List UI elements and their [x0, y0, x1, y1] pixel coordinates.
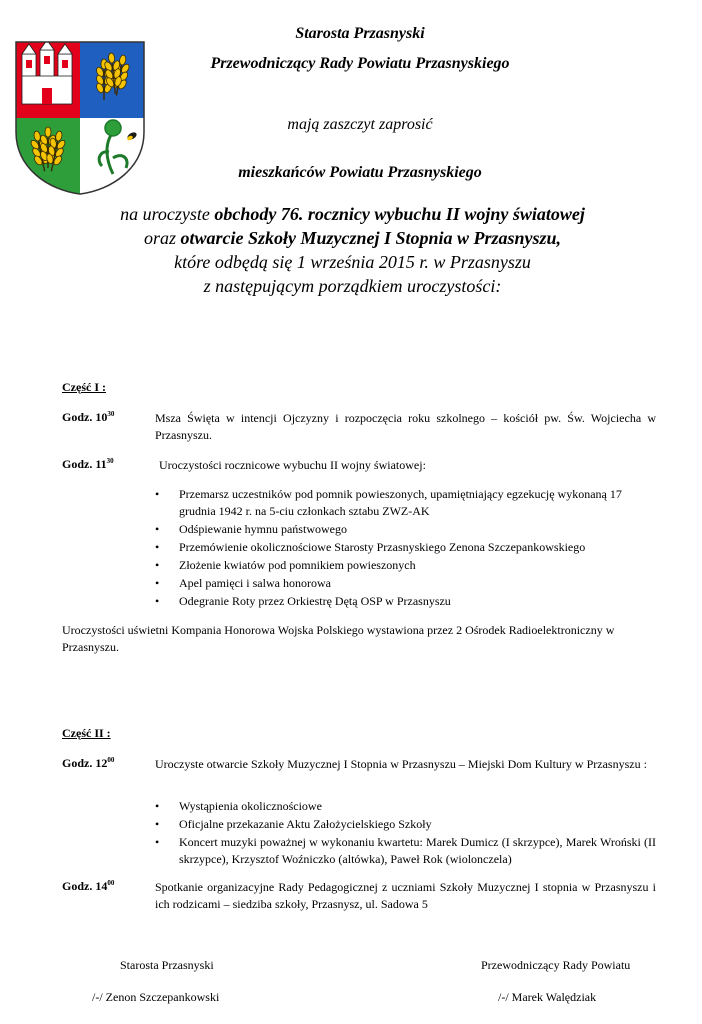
part-1-event-2-time: [62, 457, 114, 472]
part-1-event-2-hour: Godz. 11: [62, 457, 107, 471]
part-1-event-1-minutes: 30: [107, 410, 115, 418]
list-item: • Oficjalne przekazanie Aktu Założycielskiego Szkoły: [155, 816, 656, 833]
part-1-event-1-desc: Msza Święta w intencji Ojczyzny i rozpoczęcia roku szkolnego – kościół pw. Św. Wojciecha w Przasnyszu.: [155, 411, 656, 442]
part-1-bullet-list: [155, 486, 656, 611]
invitation-line-2: [60, 228, 645, 249]
coat-of-arms-icon: [14, 40, 146, 196]
part-2-event-1-minutes: 00: [107, 756, 115, 764]
signature-right-name: /-/ Marek Walędziak: [498, 990, 597, 1004]
invitation-line-1-pre: na uroczyste: [120, 204, 215, 224]
part-2-event-2-time: [62, 879, 114, 894]
part-2-bullet-list: [155, 798, 656, 869]
invitation-line-1-bold: obchody 76. rocznicy wybuchu II wojny światowej: [214, 204, 585, 224]
part-2-event-1-hour: Godz. 12: [62, 756, 108, 770]
part-1-event-2-desc: Uroczystości rocznicowe wybuchu II wojny światowej:: [159, 458, 426, 472]
list-item: • Przemówienie okolicznościowe Starosty Przasnyskiego Zenona Szczepankowskiego: [155, 539, 656, 556]
part-2-event-2-minutes: 00: [107, 879, 115, 887]
invitation-line-2-bold: otwarcie Szkoły Muzycznej I Stopnia w Przasnyszu,: [180, 228, 562, 248]
header-line-1: Starosta Przasnyski: [295, 25, 425, 42]
list-item: • Wystąpienia okolicznościowe: [155, 798, 656, 815]
list-item: • Odśpiewanie hymnu państwowego: [155, 521, 656, 538]
signature-left-name: /-/ Zenon Szczepankowski: [92, 990, 220, 1004]
part-2-event-1-time: [62, 756, 114, 771]
header-line-2: Przewodniczący Rady Powiatu Przasnyskiego: [210, 55, 510, 72]
list-item: • Apel pamięci i salwa honorowa: [155, 575, 656, 592]
invite-line: mają zaszczyt zaprosić: [287, 116, 433, 133]
signature-right-title: Przewodniczący Rady Powiatu: [481, 958, 631, 972]
invitation-line-3: które odbędą się 1 września 2015 r. w Przasnyszu: [174, 252, 531, 272]
part-1-event-1-hour: Godz. 10: [62, 410, 108, 424]
invitation-line-4: z następującym porządkiem uroczystości:: [203, 276, 502, 296]
signature-left-title: Starosta Przasnyski: [120, 958, 214, 972]
list-item: • Przemarsz uczestników pod pomnik powieszonych, upamiętniający egzekucję wykonaną 17 grudnia 1942 r. na 5-ciu członkach sztabu ZWZ-AK: [155, 486, 656, 520]
list-item: • Złożenie kwiatów pod pomnikiem powieszonych: [155, 557, 656, 574]
recipients-line: mieszkańców Powiatu Przasnyskiego: [238, 164, 482, 181]
part-1-event-2-minutes: 30: [106, 457, 114, 465]
part-2-event-2-hour: Godz. 14: [62, 879, 108, 893]
part-2-event-1-desc: Uroczyste otwarcie Szkoły Muzycznej I Stopnia w Przasnyszu – Miejski Dom Kultury w Przasnyszu :: [155, 757, 647, 771]
invitation-line-1: [60, 204, 645, 225]
part-1-event-1-time: [62, 410, 114, 425]
invitation-line-2-pre: oraz: [143, 228, 181, 248]
part-1-title: Część I :: [62, 380, 106, 394]
list-item: • Koncert muzyki poważnej w wykonaniu kwartetu: Marek Dumicz (I skrzypce), Marek Wroński (II skrzypce), Krzysztof Woźniczko (altówka), Paweł Rok (wiolonczela): [155, 834, 656, 868]
part-1-note: Uroczystości uświetni Kompania Honorowa Wojska Polskiego wystawiona przez 2 Ośrodek Radioelektroniczny w Przasnyszu.: [62, 623, 615, 654]
list-item: • Odegranie Roty przez Orkiestrę Dętą OSP w Przasnyszu: [155, 593, 656, 610]
part-2-title: Część II :: [62, 726, 111, 740]
part-2-event-2-desc: Spotkanie organizacyjne Rady Pedagogicznej z uczniami Szkoły Muzycznej I stopnia w Przasnyszu i ich rodzicami – siedziba szkoły, Przasnysz, ul. Sadowa 5: [155, 880, 656, 911]
